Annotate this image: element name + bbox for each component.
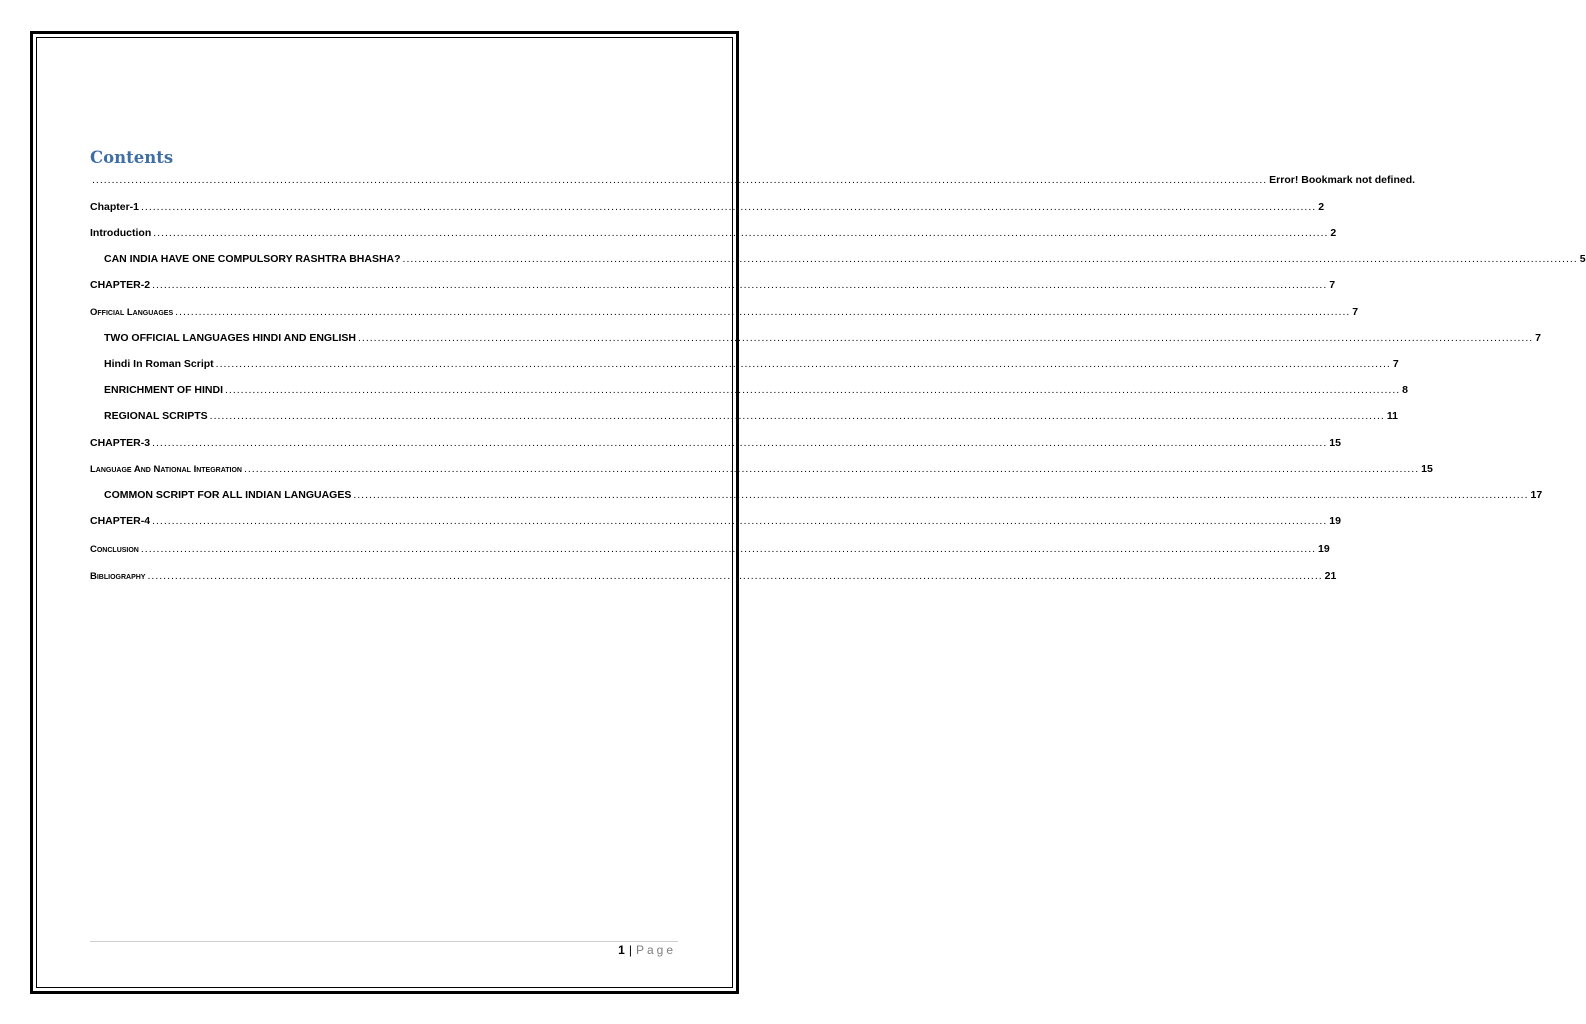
toc-entry-label: COMMON SCRIPT FOR ALL INDIAN LANGUAGES [104, 489, 352, 501]
toc-entry-page: 19 [1318, 543, 1330, 555]
toc-entry-label: CHAPTER-4 [90, 515, 151, 527]
toc-entry-regional-scripts[interactable] [104, 408, 1398, 424]
toc-entry-page: 19 [1329, 515, 1341, 527]
toc-entry-label: Chapter-1 [90, 201, 140, 213]
toc-entry-label: Conclusion [90, 544, 139, 555]
toc-leader-dots: ............................................................................................................................................................................................................................................................................................................ [225, 384, 1401, 396]
toc-entry-page: 15 [1329, 437, 1341, 449]
toc-entry-language-national-integration[interactable] [90, 461, 1433, 478]
toc-entry-label: REGIONAL SCRIPTS [104, 410, 208, 422]
toc-entry-bibliography[interactable] [90, 568, 1337, 585]
toc-entry-page: 7 [1392, 358, 1399, 370]
toc-entry-label: TWO OFFICIAL LANGUAGES HINDI AND ENGLISH [104, 332, 356, 344]
toc-entry-conclusion[interactable] [90, 541, 1330, 558]
toc-leader-dots: ............................................................................................................................................................................................................................................................................................................ [147, 570, 1323, 582]
toc-leader-dots: ............................................................................................................................................................................................................................................................................................................ [209, 410, 1385, 422]
toc-leader-dots: ............................................................................................................................................................................................................................................................................................................ [152, 515, 1328, 527]
toc-leader-dots: ............................................................................................................................................................................................................................................................................................................ [140, 543, 1317, 555]
toc-entry-page: 21 [1324, 570, 1337, 582]
toc-entry-hindi-roman-script[interactable] [104, 356, 1399, 372]
toc-entry-page: 8 [1402, 384, 1409, 396]
toc-entry-common-script[interactable] [104, 487, 1543, 503]
toc-leader-dots: ............................................................................................................................................................................................................................................................................................................ [175, 306, 1351, 318]
toc-title: Contents [90, 148, 174, 167]
toc-entry-chapter-4[interactable] [90, 513, 1341, 529]
toc-entry-two-official-languages[interactable] [104, 330, 1542, 346]
toc-entry-label: ENRICHMENT OF HINDI [104, 384, 223, 396]
toc-leader-dots: ............................................................................................................................................................................................................................................................................................................ [141, 201, 1317, 213]
toc-entry-page: 7 [1329, 279, 1336, 291]
page-word: Page [635, 943, 676, 957]
toc-entry-introduction[interactable] [90, 225, 1337, 241]
toc-entry-page: 11 [1386, 410, 1398, 422]
toc-entry-official-languages[interactable] [90, 304, 1359, 321]
toc-entry-page: 7 [1535, 332, 1542, 344]
toc-entry-page: Error! Bookmark not defined. [1269, 174, 1416, 186]
footer-divider [90, 941, 678, 942]
toc-leader-dots: ............................................................................................................................................................................................................................................................................................................ [243, 463, 1420, 475]
toc-entry-rashtra-bhasha[interactable] [104, 251, 1586, 267]
toc-entry-enrichment-of-hindi[interactable] [104, 382, 1409, 398]
toc-entry-label: Language And National Integration [90, 464, 242, 475]
toc-entry-label: Bibliography [90, 571, 146, 582]
page-footer [618, 943, 676, 957]
toc-entry-page: 5 [1579, 253, 1586, 265]
toc-leader-dots: ............................................................................................................................................................................................................................................................................................................ [215, 358, 1391, 370]
toc-leader-dots: ............................................................................................................................................................................................................................................................................................................ [358, 332, 1534, 344]
toc-entry-label: Hindi In Roman Script [104, 358, 214, 370]
toc-leader-dots: ............................................................................................................................................................................................................................................................................................................ [153, 227, 1329, 239]
toc-entry-error[interactable] [90, 172, 1416, 188]
footer-separator: | [628, 943, 632, 957]
toc-entry-page: 7 [1352, 306, 1359, 318]
toc-entry-label: CAN INDIA HAVE ONE COMPULSORY RASHTRA BHASHA? [104, 253, 401, 265]
toc-entry-label: CHAPTER-3 [90, 437, 151, 449]
toc-entry-label: Introduction [90, 227, 152, 239]
toc-entry-chapter-1[interactable] [90, 199, 1325, 215]
toc-leader-dots: ............................................................................................................................................................................................................................................................................................................ [92, 174, 1268, 186]
toc-entry-chapter-3[interactable] [90, 435, 1341, 451]
toc-entry-page: 15 [1421, 463, 1433, 475]
toc-entry-chapter-2[interactable] [90, 277, 1336, 293]
toc-entry-page: 2 [1330, 227, 1337, 239]
toc-entry-page: 17 [1530, 489, 1543, 501]
toc-entry-page: 2 [1318, 201, 1325, 213]
toc-leader-dots: ............................................................................................................................................................................................................................................................................................................ [152, 437, 1328, 449]
page-number: 1 [618, 943, 625, 957]
toc-entry-label: CHAPTER-2 [90, 279, 151, 291]
toc-leader-dots: ............................................................................................................................................................................................................................................................................................................ [152, 279, 1328, 291]
toc-leader-dots: ............................................................................................................................................................................................................................................................................................................ [353, 489, 1529, 501]
toc-entry-label: Official Languages [90, 307, 174, 318]
toc-leader-dots: ............................................................................................................................................................................................................................................................................................................ [402, 253, 1578, 265]
